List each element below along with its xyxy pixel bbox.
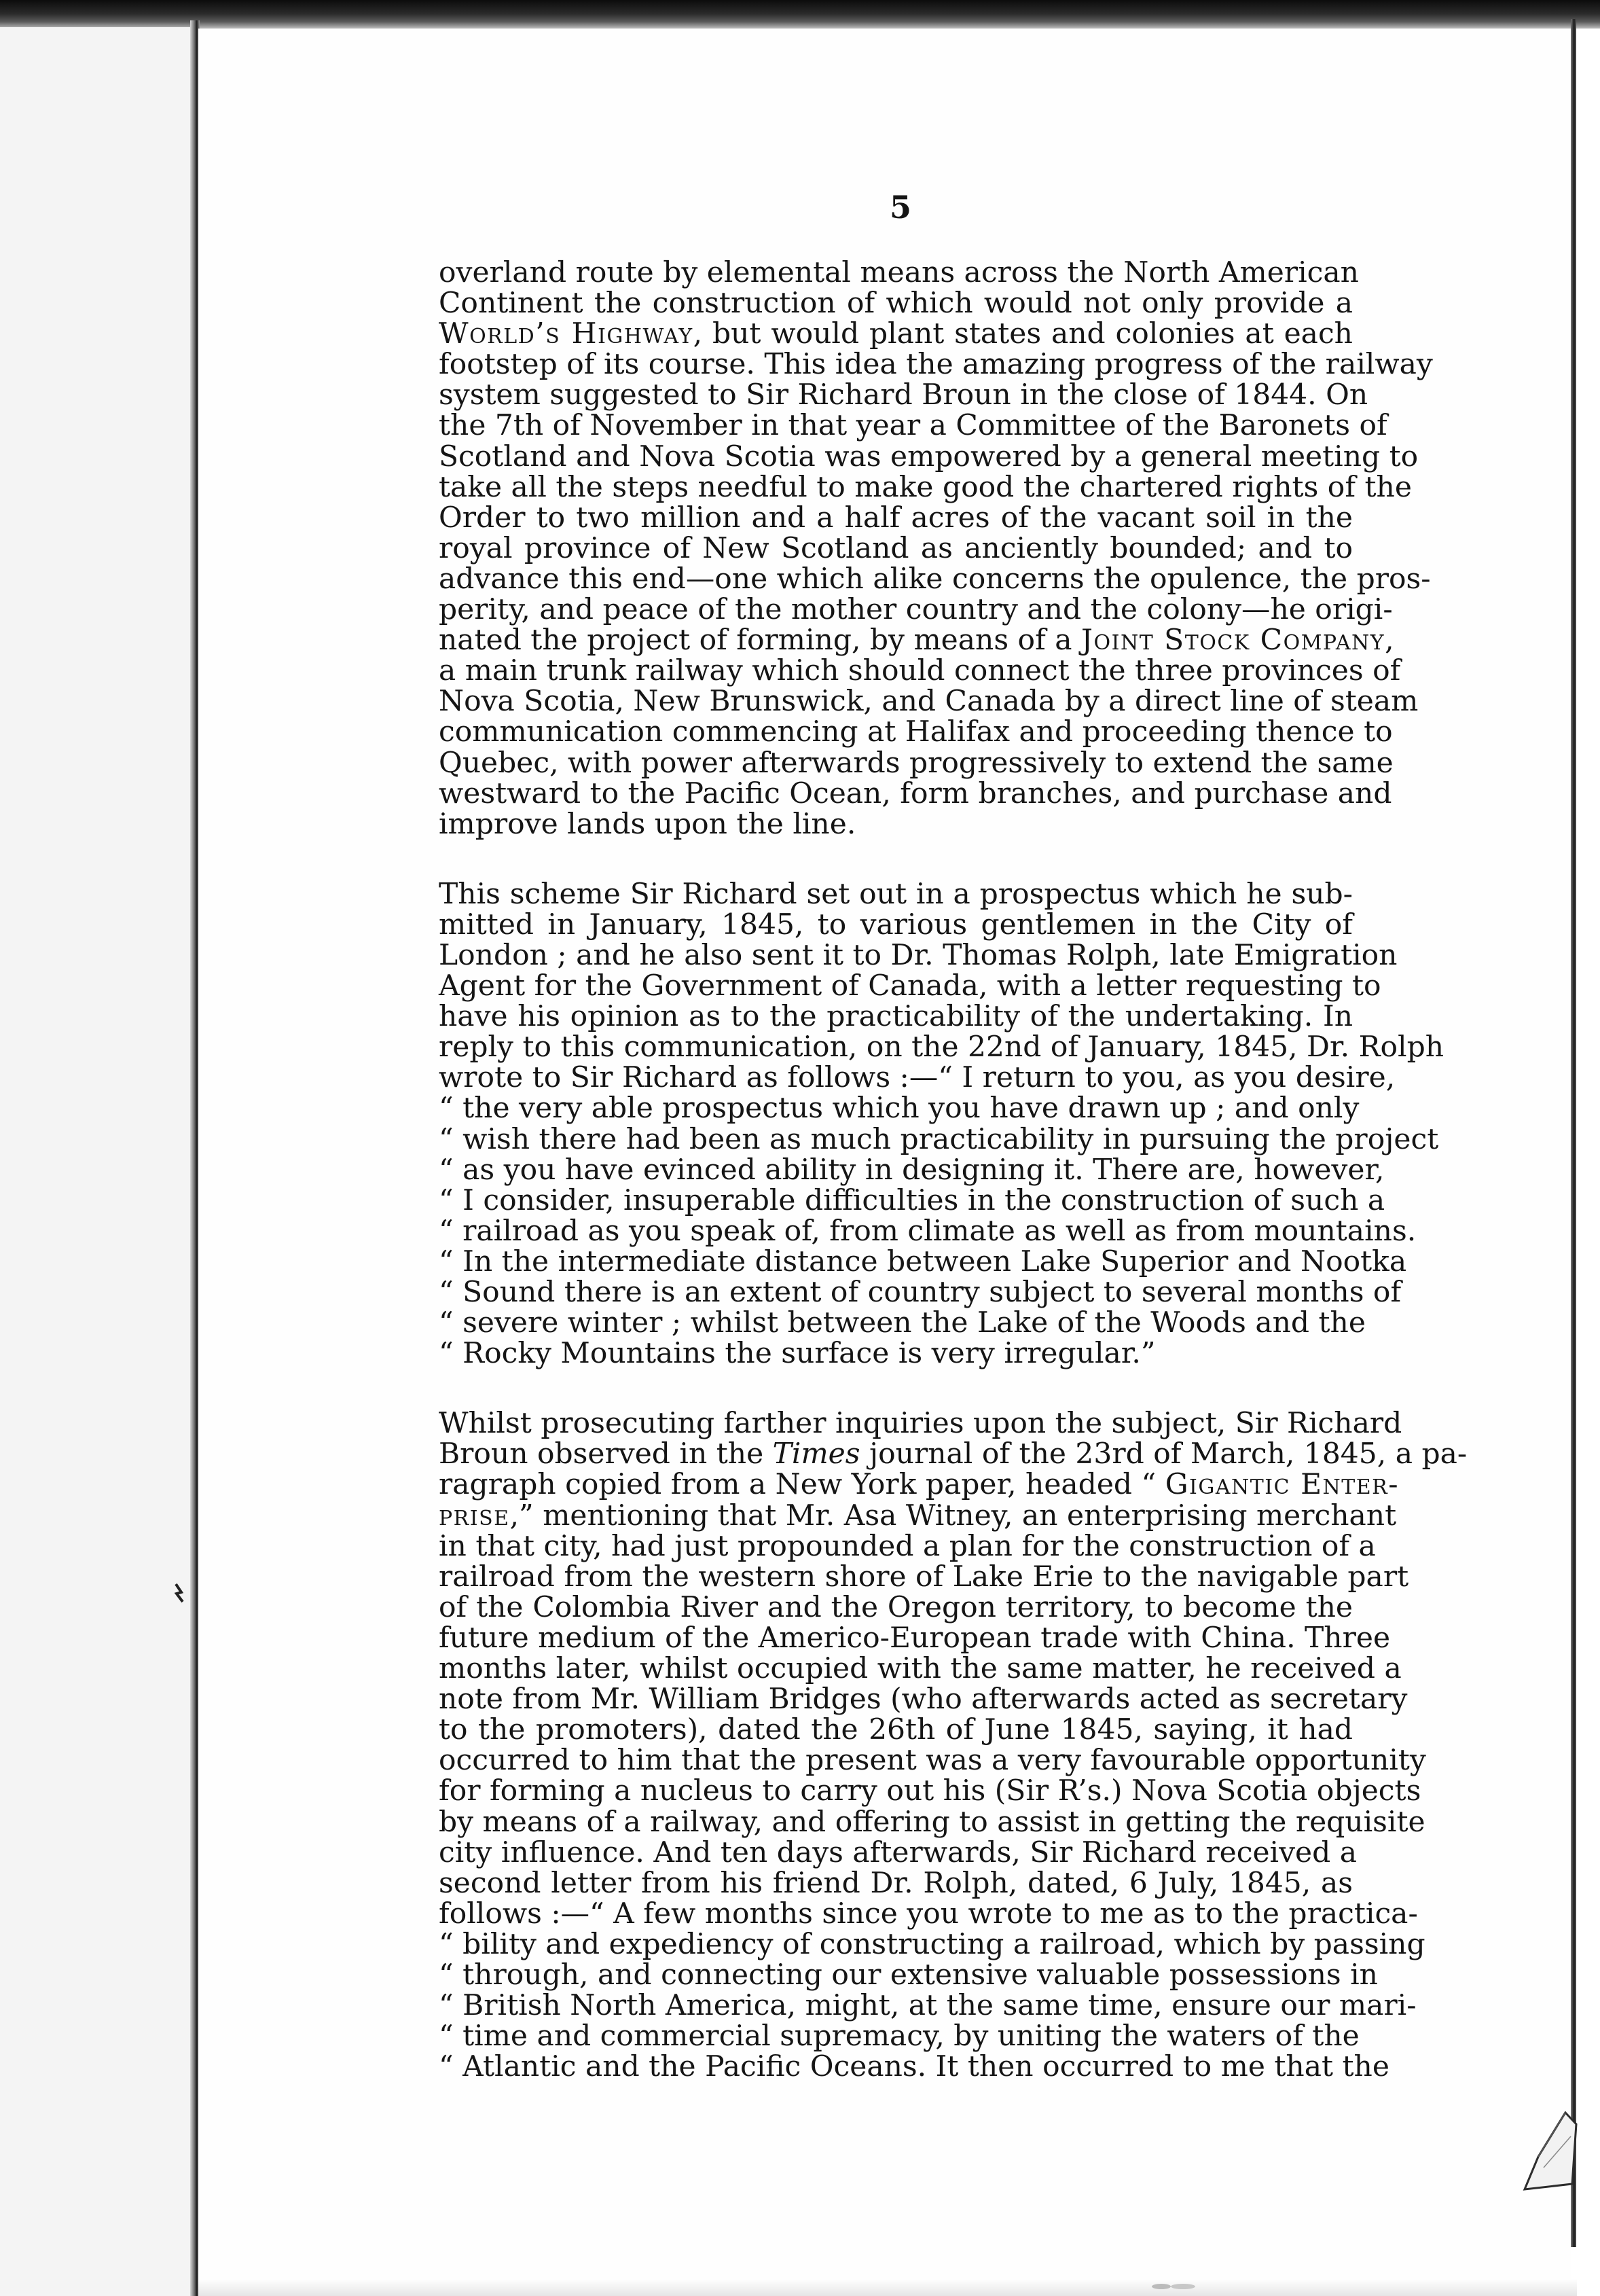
text-line: perity, and peace of the mother country and the colony—he origi- xyxy=(439,592,1393,626)
paragraph-2 xyxy=(439,876,1444,1370)
text-line: “ the very able prospectus which you have drawn up ; and only xyxy=(439,1091,1360,1125)
text-line: “ In the intermediate distance between Lake Superior and Nootka xyxy=(439,1244,1407,1278)
text-line: follows :—“ A few months since you wrote to me as to the practica- xyxy=(439,1896,1418,1930)
text-run: nated the project of forming, by means of a xyxy=(439,623,1081,657)
paragraph-3 xyxy=(439,1406,1468,2083)
text-line: “ through, and connecting our extensive valuable possessions in xyxy=(439,1957,1378,1991)
text-run: ,” mentioning that Mr. Asa Witney, an enterprising merchant xyxy=(509,1498,1397,1532)
text-line: “ wish there had been as much practicability in pursuing the project xyxy=(439,1122,1439,1155)
text-line: Agent for the Government of Canada, with a letter requesting to xyxy=(439,969,1381,1003)
paragraph-gap xyxy=(439,1368,1353,1407)
text-line: the 7th of November in that year a Committee of the Baronets of xyxy=(439,408,1387,442)
text-line: for forming a nucleus to carry out his (Sir R’s.) Nova Scotia objects xyxy=(439,1774,1421,1808)
text-line: Scotland and Nova Scotia was empowered by a general meeting to xyxy=(439,439,1419,473)
text-line: Whilst prosecuting farther inquiries upon the subject, Sir Richard xyxy=(439,1406,1402,1440)
paragraph-1 xyxy=(439,255,1433,840)
margin-ink-mark xyxy=(173,1581,188,1604)
text-line: “ as you have evinced ability in designing it. There are, however, xyxy=(439,1152,1385,1186)
text-line: second letter from his friend Dr. Rolph, dated, 6 July, 1845, as xyxy=(439,1865,1353,1899)
paragraph-gap xyxy=(439,839,1353,878)
text-line: This scheme Sir Richard set out in a prospectus which he sub- xyxy=(439,876,1353,910)
text-line: communication commencing at Halifax and proceeding thence to xyxy=(439,715,1393,749)
text-line: note from Mr. William Bridges (who afterwards acted as secretary xyxy=(439,1682,1408,1716)
text-line: city influence. And ten days afterwards, Sir Richard received a xyxy=(439,1835,1358,1869)
text-line: of the Colombia River and the Oregon territory, to become the xyxy=(439,1590,1353,1624)
page-number: 5 xyxy=(889,189,911,226)
page-corner-fold xyxy=(1518,2109,1579,2191)
text-line: system suggested to Sir Richard Broun in the close of 1844. On xyxy=(439,378,1368,412)
text-line: Continent the construction of which would not only provide a xyxy=(439,286,1353,320)
text-line: reply to this communication, on the 22nd of January, 1845, Dr. Rolph xyxy=(439,1030,1444,1064)
text-run: Broun observed in the xyxy=(439,1437,773,1471)
text-line: westward to the Pacific Ocean, form branches, and purchase and xyxy=(439,776,1392,810)
text-line: “ Rocky Mountains the surface is very irregular.” xyxy=(439,1336,1156,1370)
text-line: London ; and he also sent it to Dr. Thomas Rolph, late Emigration xyxy=(439,937,1398,971)
small-caps-text: World’s Highway xyxy=(439,317,693,351)
small-caps-text: Joint Stock Company xyxy=(1081,623,1385,657)
text-line: railroad from the western shore of Lake Erie to the navigable part xyxy=(439,1559,1409,1593)
text-line: Nova Scotia, New Brunswick, and Canada by a direct line of steam xyxy=(439,684,1419,718)
text-line xyxy=(439,317,1353,351)
text-line: improve lands upon the line. xyxy=(439,806,856,840)
text-line: “ I consider, insuperable difficulties in the construction of such a xyxy=(439,1183,1385,1217)
body-text xyxy=(439,255,1468,2083)
text-run: , but would plant states and colonies at each xyxy=(693,317,1353,351)
text-run: , xyxy=(1385,623,1394,657)
text-line: by means of a railway, and offering to assist in getting the requisite xyxy=(439,1804,1425,1838)
text-line: overland route by elemental means across the North American xyxy=(439,255,1359,289)
text-line: in that city, had just propounded a plan for the construction of a xyxy=(439,1528,1376,1562)
bottom-ink-smudge xyxy=(1148,2282,1202,2291)
text-run: journal of the 23rd of March, 1845, a pa- xyxy=(860,1437,1468,1471)
text-line: Quebec, with power afterwards progressively to extend the same xyxy=(439,745,1394,779)
text-line: mitted in January, 1845, to various gentlemen in the City of xyxy=(439,907,1353,941)
text-line: “ severe winter ; whilst between the Lake of the Woods and the xyxy=(439,1306,1366,1340)
text-line xyxy=(439,1437,1468,1471)
text-line: “ railroad as you speak of, from climate as well as from mountains. xyxy=(439,1213,1417,1247)
text-line xyxy=(439,1498,1397,1532)
text-line: take all the steps needful to make good the chartered rights of the xyxy=(439,469,1412,503)
text-line: “ Atlantic and the Pacific Oceans. It then occurred to me that the xyxy=(439,2049,1389,2083)
small-caps-text: Gigantic Enter- xyxy=(1165,1467,1400,1501)
text-line: months later, whilst occupied with the same matter, he received a xyxy=(439,1651,1402,1685)
text-line xyxy=(439,623,1394,657)
scan-top-edge xyxy=(0,0,1600,29)
small-caps-text: prise xyxy=(439,1498,510,1532)
text-line: occurred to him that the present was a very favourable opportunity xyxy=(439,1743,1426,1777)
text-run: ragraph copied from a New York paper, headed “ xyxy=(439,1467,1165,1501)
text-line xyxy=(439,1467,1400,1501)
text-line: to the promoters), dated the 26th of June 1845, saying, it had xyxy=(439,1712,1353,1746)
text-line: wrote to Sir Richard as follows :—“ I return to you, as you desire, xyxy=(439,1060,1396,1094)
text-line: future medium of the Americo-European trade with China. Three xyxy=(439,1620,1391,1654)
italic-text: Times xyxy=(772,1437,860,1471)
page-right-edge xyxy=(1571,19,1576,2247)
facing-page-edge xyxy=(0,27,197,2296)
text-line: Order to two million and a half acres of the vacant soil in the xyxy=(439,500,1353,534)
text-line: “ bility and expediency of constructing a railroad, which by passing xyxy=(439,1926,1425,1960)
text-line: a main trunk railway which should connect the three provinces of xyxy=(439,653,1401,687)
text-line: “ Sound there is an extent of country subject to several months of xyxy=(439,1275,1402,1308)
text-line: “ time and commercial supremacy, by uniting the waters of the xyxy=(439,2019,1360,2053)
text-line: have his opinion as to the practicability of the undertaking. In xyxy=(439,999,1353,1033)
text-line: “ British North America, might, at the same time, ensure our mari- xyxy=(439,1988,1417,2022)
text-line: royal province of New Scotland as anciently bounded; and to xyxy=(439,531,1353,564)
page-bottom-shadow xyxy=(198,2279,1577,2296)
text-line: footstep of its course. This idea the amazing progress of the railway xyxy=(439,347,1433,381)
text-line: advance this end—one which alike concerns the opulence, the pros- xyxy=(439,561,1431,595)
